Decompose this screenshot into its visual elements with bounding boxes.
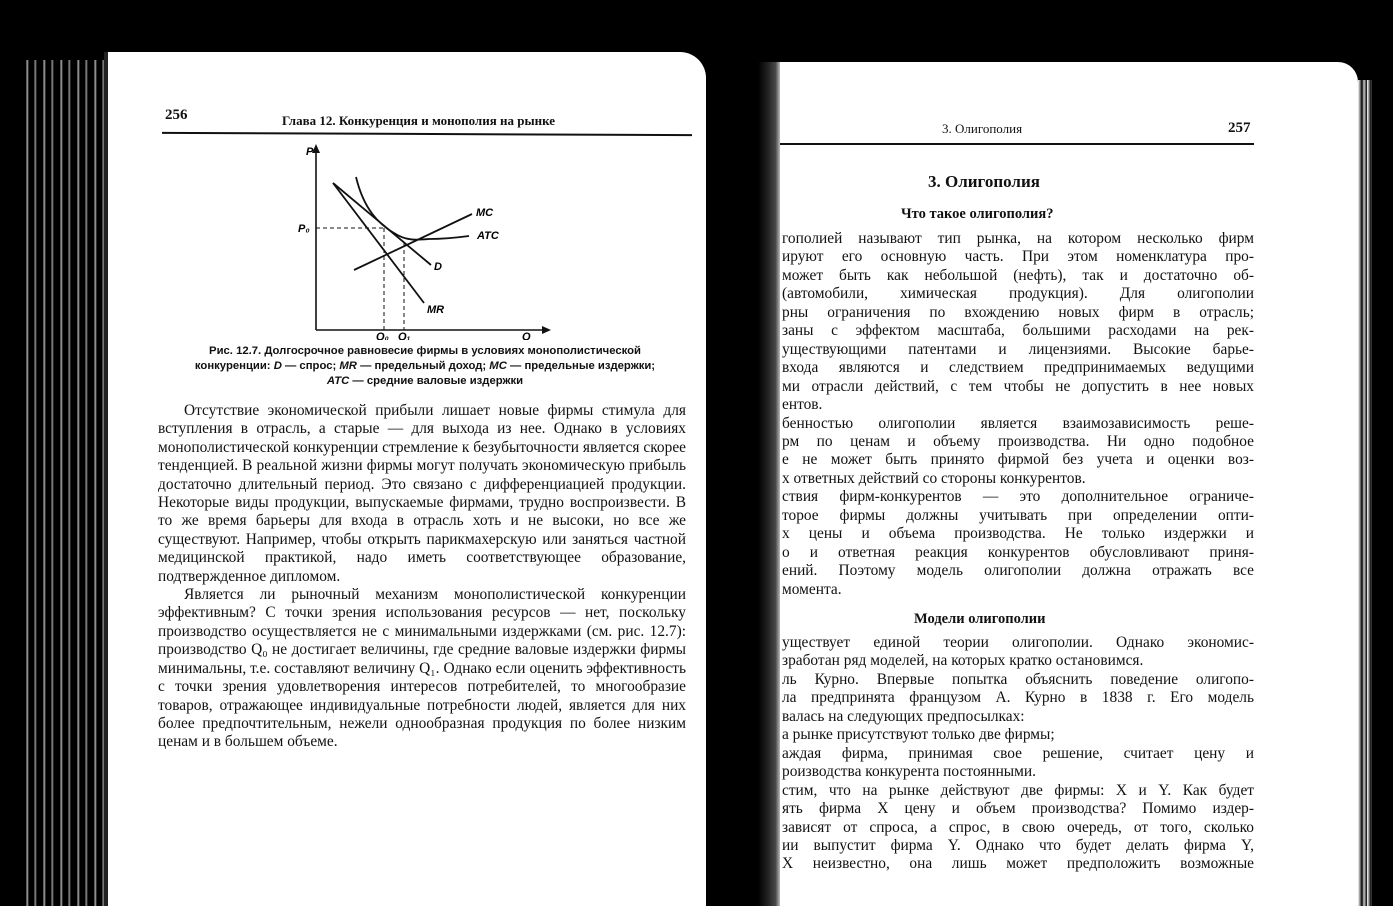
caption-text: — средние валовые издержки	[349, 375, 524, 387]
figure-caption	[160, 344, 690, 389]
text-line: входа являются и следствием предпринимаемых ведущими	[782, 359, 1254, 377]
caption-text: — предельный доход;	[356, 360, 490, 372]
left-page	[104, 52, 706, 906]
figure-12-7	[294, 140, 564, 340]
text-line: ии выпустит фирма Y. Однако что будет делать фирма Y,	[782, 836, 1254, 854]
text-line: гополией называют тип рынка, на котором несколько фирм	[782, 230, 1254, 247]
text-line: х ответных действий со стороны конкурентов.	[782, 469, 1086, 487]
gutter-shadow	[758, 62, 780, 906]
axis-y-label: P	[306, 146, 314, 158]
text-line: ствия фирм-конкурентов — это дополнительное ограниче-	[782, 488, 1254, 506]
mr-label: MR	[427, 304, 445, 316]
text-line: может быть как небольшой (нефть), так и достаточно об-	[782, 266, 1254, 284]
caption-d: D	[273, 360, 282, 372]
text-line: ений. Поэтому модель олигополии должна отражать все	[782, 562, 1254, 580]
text-line: (автомобили, химическая продукция). Для олигополии	[782, 285, 1254, 303]
page-stack-left-edge	[20, 60, 104, 906]
caption-text: — спрос;	[281, 360, 340, 372]
page-stack-right-edge	[1358, 80, 1372, 906]
paragraph: Является ли рыночный механизм монополистической конкуренции эффективным? С точки зрения использования ресурсов — нет, поскольку производство осуществляется не с минимальными издержками (см. рис. 12.7): производство Q₀ не достигает величины, где средние валовые издержки фирмы минимальны, т.е. составляют величину Q₁. Однако если оценить эффективность с точки зрения удовлетворения интересов потребителей, то многообразие товаров, отражающее индивидуальные потребности людей, является для них более предпочтительным, нежели однообразная продукция по более низким ценам и в большем объеме.	[158, 586, 686, 751]
atc-curve	[356, 177, 469, 240]
text-line: заны с эффектом масштаба, большими расходами на рек-	[782, 322, 1254, 340]
q1-label: Q₁	[398, 331, 411, 340]
text-line: ла предпринята французом А. Курно в 1838 г. Его модель	[782, 689, 1254, 707]
text-line: зависят от спроса, а спрос, в свою очередь, от того, сколько	[782, 818, 1254, 836]
text-line: аждая фирма, принимая свое решение, считает цену и	[782, 744, 1254, 762]
text-line: х цены и объема производства. Не только издержки и	[782, 525, 1254, 543]
p0-label: P₀	[298, 223, 310, 235]
caption-mr: MR	[339, 360, 357, 372]
d-label: D	[434, 261, 442, 273]
right-page	[780, 62, 1358, 906]
text-line: рны ограничения по вхождению новых фирм в отрасль;	[782, 303, 1254, 321]
text-line: валась на следующих предпосылках:	[782, 707, 1025, 725]
text-line: а рынке присутствуют только две фирмы;	[782, 726, 1055, 744]
mc-label: MC	[476, 207, 494, 219]
text-line: о и ответная реакция конкурентов обусловливают приня-	[782, 543, 1254, 561]
text-line: ируют его основную часть. При этом номенклатура про-	[782, 248, 1254, 266]
text-line: зработан ряд моделей, на которых кратко остановимся.	[782, 652, 1144, 670]
text-line: уществует единой теории олигополии. Однако экономис-	[782, 634, 1254, 651]
text-line: рм по ценам и объему производства. Ни одно подобное	[782, 432, 1254, 450]
running-title-right: 3. Олигополия	[942, 121, 1023, 136]
text-line: уществующими патентами и лицензиями. Высокие барье-	[782, 340, 1254, 358]
header-rule-right	[780, 143, 1254, 145]
text-line: ять фирма X цену и объем производства? Помимо издер-	[782, 800, 1254, 818]
text-line: торое фирмы должны учитывать при определении опти-	[782, 506, 1254, 524]
running-title-left: Глава 12. Конкуренция и монополия на рынке	[282, 113, 556, 128]
text-line: роизводства конкурента постоянными.	[782, 763, 1036, 781]
caption-text: — предельные издержки;	[506, 360, 656, 372]
section-title: 3. Олигополия	[928, 172, 1040, 191]
atc-label: ATC	[477, 230, 499, 242]
paragraph: Отсутствие экономической прибыли лишает новые фирмы стимула для вступления в отрасль, а старые — для выхода из нее. Однако в условиях монополистической конкуренции стремление к безубыточности является скорее тенденцией. В реальной жизни фирмы могут получать экономическую прибыль достаточно длительный период. Это связано с дифференциацией продукции. Некоторые виды продукции, выпускаемые фирмами, трудно воспроизвести. В то же время барьеры для входа в отрасль хоть и не высоки, но все же существуют. Например, чтобы открыть парикмахерскую или заняться частной медицинской практикой, надо иметь соответствующее образование, подтвержденное дипломом.	[158, 402, 686, 585]
page-number-left: 256	[165, 107, 188, 123]
text-line: момента.	[782, 580, 842, 598]
text-line: ентов.	[782, 396, 823, 414]
caption-line-1: Рис. 12.7. Долгосрочное равновесие фирмы в условиях монополистической	[209, 345, 641, 357]
text-line: е не может быть принято фирмой без учета и оценки воз-	[782, 451, 1254, 469]
page-number-right: 257	[1228, 120, 1251, 136]
subsection-title: Модели олигополии	[914, 611, 1046, 627]
caption-text: конкуренции:	[194, 360, 274, 372]
left-body-text	[158, 402, 686, 752]
right-text-block-1	[782, 230, 1254, 599]
axis-x-label: Q	[522, 331, 531, 340]
header-rule-left	[162, 132, 692, 136]
caption-line-2	[160, 359, 690, 374]
q0-label: Q₀	[376, 331, 389, 340]
caption-line-3	[160, 374, 690, 389]
text-line: X неизвестно, она лишь может предположить возможные	[782, 855, 1254, 873]
subsection-title: Что такое олигополия?	[901, 206, 1054, 222]
text-line: стим, что на рынке действуют две фирмы: X и Y. Как будет	[782, 781, 1254, 799]
caption-atc: ATC	[326, 375, 350, 387]
text-line: ми отрасли действий, с тем чтобы не допустить в нее новых	[782, 377, 1254, 395]
mc-curve	[354, 214, 472, 270]
text-line: бенностью олигополии является взаимозависимость реше-	[782, 414, 1254, 432]
equilibrium-diagram	[294, 140, 564, 340]
right-text-block-2	[782, 634, 1254, 874]
text-line: ль Курно. Впервые попытка объяснить поведение олигопо-	[782, 670, 1254, 688]
x-axis-arrow	[542, 326, 551, 334]
caption-mc: MC	[489, 360, 507, 372]
